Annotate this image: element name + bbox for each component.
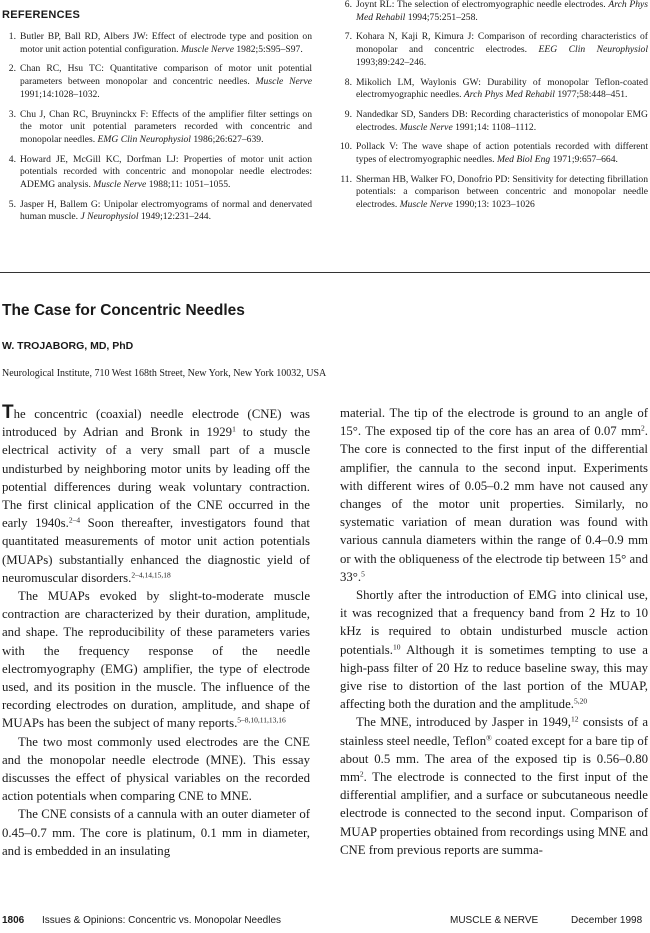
citation: 2–4,14,15,18 <box>131 570 171 580</box>
section-divider <box>0 272 650 273</box>
reference-number: 4. <box>8 153 16 165</box>
reference-number: 8. <box>344 76 352 88</box>
journal-title: EMG Clin Neurophysiol <box>97 133 191 145</box>
citation: 5–8,10,11,13,16 <box>237 715 286 725</box>
drop-cap: T <box>2 402 14 423</box>
article-author: W. TROJABORG, MD, PhD <box>2 340 134 352</box>
journal-title: Med Biol Eng <box>496 154 551 166</box>
journal-title: J Neurophysiol <box>80 211 139 223</box>
journal-title: Muscle Nerve <box>93 179 147 191</box>
journal-name: MUSCLE & NERVE <box>450 915 539 926</box>
reference-number: 11. <box>340 173 352 185</box>
reference-number: 5. <box>8 198 16 210</box>
author-affiliation: Neurological Institute, 710 West 168th Street, New York, New York 10032, USA <box>2 368 327 379</box>
journal-title: EEG Clin Neurophysiol <box>538 44 648 56</box>
issue-date: December 1998 <box>571 915 643 926</box>
reference-item: 8. Mikolich LM, Waylonis GW: Durability of monopolar Teflon-coated electromyographic needles. Arch Phys Med Rehabil 1977;58:448–451. <box>338 77 648 102</box>
reference-number: 2. <box>8 63 16 75</box>
journal-title: Muscle Nerve <box>255 76 313 88</box>
reference-item: 2. Chan RC, Hsu TC: Quantitative comparison of motor unit potential parameters between monopolar and concentric needles. Muscle Nerve 1991;14:1028–1032. <box>2 63 312 101</box>
reference-item: 5. Jasper H, Ballem G: Unipolar electromyograms of normal and denervated human muscle. J Neurophysiol 1949;12:231–244. <box>2 199 312 224</box>
paragraph: The two most commonly used electrodes are the CNE and the monopolar needle electrode (MNE). This essay discusses the effect of physical variables on the recorded action potentials when comparing CNE to MNE. <box>2 734 310 804</box>
registered-mark: ® <box>486 733 492 743</box>
article-title: The Case for Concentric Needles <box>2 302 245 319</box>
reference-number: 7. <box>344 31 352 43</box>
journal-title: Arch Phys Med Rehabil <box>463 89 555 101</box>
reference-item: 9. Nandedkar SD, Sanders DB: Recording characteristics of monopolar EMG electrodes. Muscle Nerve 1991;14: 1108–1112. <box>338 109 648 134</box>
paragraph: Shortly after the introduction of EMG into clinical use, it was recognized that a frequency band from 2 Hz to 10 kHz is required to obtain undisturbed muscle action potentials.$^{10}$ Although it is sometimes tempting to use a high-pass filter of 20 Hz to reduce baseline sway, this may give rise to distortion of the last portion of the MUAP, affecting both the duration and the amplitude.$^{5,20}$ <box>340 588 648 712</box>
references-heading: REFERENCES <box>2 9 81 21</box>
citation: 5 <box>361 569 365 579</box>
running-head: Issues & Opinions: Concentric vs. Monopolar Needles <box>42 915 282 926</box>
reference-item: 4. Howard JE, McGill KC, Dorfman LJ: Properties of motor unit action potentials recorded with concentric and monopolar needle electrodes: ADEMG analysis. Muscle Nerve 1988;11: 1051–1055. <box>2 154 312 192</box>
paragraph: The concentric (coaxial) needle electrode (CNE) was introduced by Adrian and Bronk in 1929$^1$ to study the electrical activity of a very small part of a muscle undisturbed by neighboring motor units by leading off the potential differences during weak voluntary contraction. The first clinical application of the CNE occurred in the early 1940s.$^{2-4}$ Soon thereafter, investigators found that quantitated measurements of motor unit action potentials (MUAPs) substantially enhanced the diagnostic yield of neuromuscular disorders.$^{2-4,14,15,18}$ <box>2 402 310 585</box>
reference-number: 3. <box>8 108 16 120</box>
reference-list-left <box>2 31 312 231</box>
citation: 12 <box>571 714 579 724</box>
paragraph: material. The tip of the electrode is ground to an angle of 15°. The exposed tip of the core has an area of 0.07 $mm^2$. The core is connected to the first input of the differential amplifier, the cannula to the second input. Experiments with different wires of 0.05–0.2 mm have not caused any changes of the motor unit properties. Similarly, no systematic variation of mean duration was found with various cannula diameters within the range of 0.4–0.9 mm or with the obliqueness of the electrode tip between 15° and 33°.$^5$ <box>340 406 648 584</box>
page-number: 1806 <box>2 915 25 926</box>
reference-number: 1. <box>8 31 16 42</box>
journal-title: Muscle Nerve <box>180 43 234 55</box>
citation: 2 <box>641 423 645 433</box>
reference-number: 10. <box>340 141 352 153</box>
reference-item: 3. Chu J, Chan RC, Bruyninckx F: Effects of the amplifier filter settings on the motor unit potential parameters recorded with concentric and monopolar needles. EMG Clin Neurophysiol 1986;26:627–639. <box>2 109 312 147</box>
reference-item: 1. Butler BP, Ball RD, Albers JW: Effect of electrode type and position on motor unit action potential configuration. Muscle Nerve 1982;5:S95–S97. <box>2 31 312 56</box>
journal-title: Muscle Nerve <box>399 121 453 133</box>
reference-item: 7. Kohara N, Kaji R, Kimura J: Comparison of recording characteristics of monopolar and concentric electrodes. EEG Clin Neurophysiol 1993;89:242–246. <box>338 31 648 69</box>
journal-title: Muscle Nerve <box>399 199 453 211</box>
citation: 10 <box>392 642 401 652</box>
journal-title: Arch Phys Med Rehabil <box>356 0 648 23</box>
paragraph: The MNE, introduced by Jasper in 1949,12 consists of a stainless steel needle, Teflon® coated except for a bare tip of about 0.5 mm. The area of the exposed tip is 0.56–0.80 $mm^2$. The electrode is connected to the first input of the differential amplifier, and a surface or subcutaneous needle electrode is connected to the second input. Comparison of MUAP properties obtained from recordings using MNE and CNE from previous reports are summa- <box>340 714 648 857</box>
reference-item: 11. Sherman HB, Walker FO, Donofrio PD: Sensitivity for detecting fibrillation potentials: a comparison between concentric and monopolar needle electrodes. Muscle Nerve 1990;13: 1023–1026 <box>338 174 648 212</box>
superscript: 2 <box>359 769 364 779</box>
body-column-right <box>340 404 648 859</box>
citation: 5,20 <box>573 696 588 706</box>
body-column-left <box>2 404 310 860</box>
reference-item: 6. Joynt RL: The selection of electromyographic needle electrodes. Arch Phys Med Rehabil 1994;75:251–258. <box>338 0 648 24</box>
reference-number: 9. <box>344 108 352 120</box>
citation: 2–4 <box>68 515 81 525</box>
citation: 1 <box>232 424 236 434</box>
reference-item: 10. Pollack V: The wave shape of action potentials recorded with different types of electromyographic needles. Med Biol Eng 1971;9:657–664. <box>340 141 648 166</box>
paragraph: The CNE consists of a cannula with an outer diameter of 0.45–0.7 mm. The core is platinum, 0.1 mm in diameter, and is embedded in an insulating <box>2 807 310 858</box>
paragraph: The MUAPs evoked by slight-to-moderate muscle contraction are characterized by their duration, amplitude, and shape. The reproducibility of these parameters varies with the frequency response of the needle electromyography (EMG) amplifier, the type of electrode used, and its position in the muscle. The influence of the recording electrodes on duration, amplitude, and shape of MUAPs has been the subject of many reports.$^{5-8,10,11,13,16}$ <box>2 589 310 731</box>
reference-list-right <box>338 0 648 219</box>
reference-number: 6. <box>344 0 352 10</box>
